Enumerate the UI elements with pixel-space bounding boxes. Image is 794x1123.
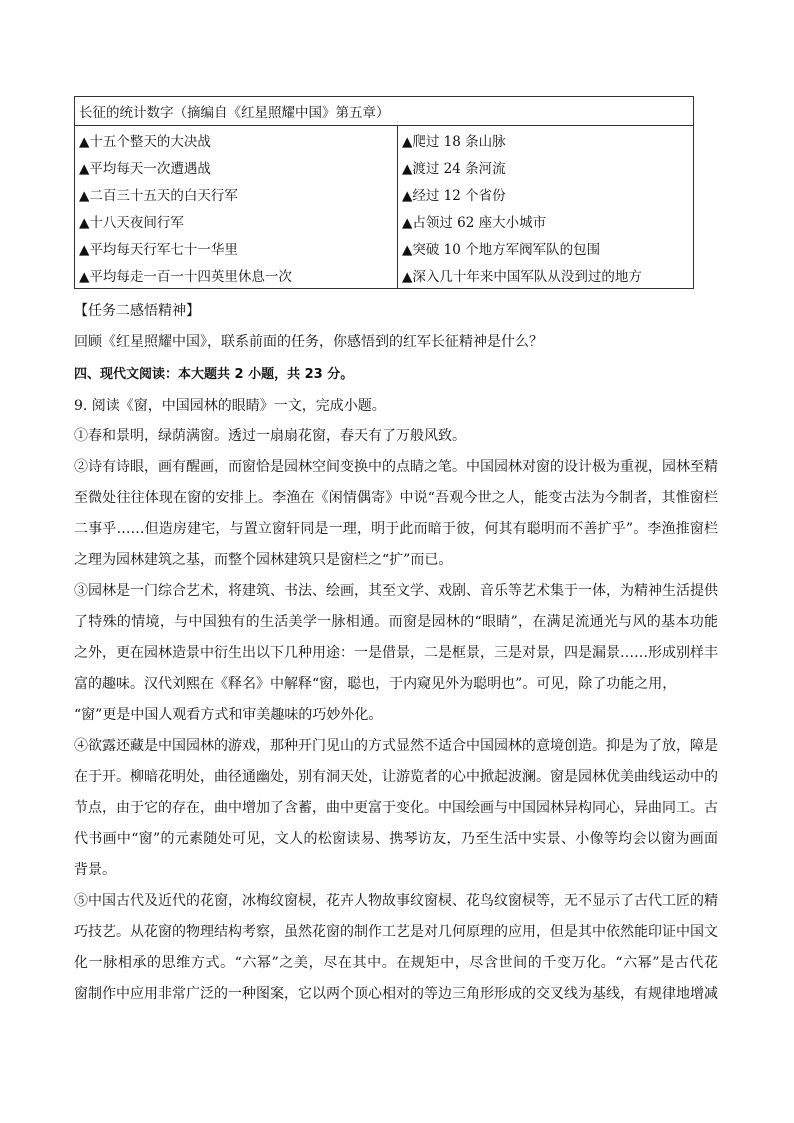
question-intro: 9. 阅读《窗，中国园林的眼睛》一文，完成小题。 bbox=[74, 398, 386, 414]
paragraph-line: ③园林是一门综合艺术，将建筑、书法、绘画，其至文学、戏剧、音乐等艺术集于一体，为精神生活提供 bbox=[74, 583, 718, 599]
paragraph-line: “窗”更是中国人观看方式和审美趣味的巧妙外化。 bbox=[74, 707, 383, 723]
paragraph-line: 在于开。柳暗花明处，曲径通幽处，别有洞天处，让游览者的心中掀起波澜。窗是园林优美曲线运动中的 bbox=[74, 769, 718, 785]
paragraph-line: ①春和景明，绿荫满窗。透过一扇扇花窗，春天有了万般风致。 bbox=[74, 428, 466, 444]
table-row bbox=[75, 207, 694, 234]
table-cell: ▲平均每天行军七十一华里 bbox=[75, 234, 398, 261]
table-cell: ▲爬过 18 条山脉 bbox=[398, 126, 694, 154]
table-cell: ▲十八天夜间行军 bbox=[75, 207, 398, 234]
table-cell: ▲深入几十年来中国军队从没到过的地方 bbox=[398, 261, 694, 289]
question-text: 回顾《红星照耀中国》，联系前面的任务，你感悟到的红军长征精神是什么？ bbox=[74, 334, 543, 350]
paragraph-line: 之理为园林建筑之基，而整个园林建筑只是窗栏之“扩”而已。 bbox=[74, 552, 453, 568]
table-row bbox=[75, 126, 694, 154]
paragraph-line: 化一脉相承的思维方式。“六幂”之美，尽在其中。在规矩中，尽含世间的千变万化。“六幂”是古代花 bbox=[74, 955, 718, 971]
paragraph-line: ②诗有诗眼，画有醒画，而窗恰是园林空间变换中的点睛之笔。中国园林对窗的设计极为重视，园林至精 bbox=[74, 459, 718, 475]
paragraph-line: 了特殊的情境，与中国独有的生活美学一脉相通。而窗是园林的“眼睛”，在满足流通光与风的基本功能 bbox=[74, 614, 718, 630]
table-row bbox=[75, 180, 694, 207]
table-row bbox=[75, 153, 694, 180]
long-march-stats-table bbox=[74, 96, 694, 289]
paragraph-line: 背景。 bbox=[74, 862, 116, 878]
paragraph-line: 巧技艺。从花窗的物理结构考察，虽然花窗的制作工艺是对几何原理的应用，但是其中依然能印证中国文 bbox=[74, 924, 718, 940]
table-cell: ▲渡过 24 条河流 bbox=[398, 153, 694, 180]
paragraph-line: 窗制作中应用非常广泛的一种图案，它以两个顶心相对的等边三角形形成的交叉线为基线，有规律地增减 bbox=[74, 986, 718, 1002]
paragraph-line: 富的趣味。汉代刘熙在《释名》中解释“窗，聪也，于内窥见外为聪明也”。可见，除了功能之用， bbox=[74, 676, 677, 692]
paragraph-line: 二事乎……但造房建宅，与置立窗轩同是一理，明于此而暗于彼，何其有聪明而不善扩乎”。李渔推窗栏 bbox=[74, 521, 718, 537]
table-cell: ▲占领过 62 座大小城市 bbox=[398, 207, 694, 234]
section-heading: 四、现代文阅读：本大题共 2 小题，共 23 分。 bbox=[74, 367, 354, 382]
paragraph-line: ⑤中国古代及近代的花窗，冰梅纹窗棂，花卉人物故事纹窗棂、花鸟纹窗棂等，无不显示了古代工匠的精 bbox=[74, 893, 718, 909]
paragraph-line: 之外，更在园林造景中衍生出以下几种用途：一是借景，二是框景，三是对景，四是漏景……形成别样丰 bbox=[74, 645, 718, 661]
table-row bbox=[75, 261, 694, 289]
table-cell: ▲平均每天一次遭遇战 bbox=[75, 153, 398, 180]
table-cell: ▲经过 12 个省份 bbox=[398, 180, 694, 207]
table-title: 长征的统计数字（摘编自《红星照耀中国》第五章） bbox=[75, 97, 694, 126]
table-cell: ▲十五个整天的大决战 bbox=[75, 126, 398, 154]
table-cell: ▲突破 10 个地方军阀军队的包围 bbox=[398, 234, 694, 261]
paragraph-line: 代书画中“窗”的元素随处可见，文人的松窗读易、携琴访友，乃至生活中实景、小像等均会以窗为画面 bbox=[74, 831, 718, 847]
table-cell: ▲平均每走一百一十四英里休息一次 bbox=[75, 261, 398, 289]
paragraph-line: 至微处往往体现在窗的安排上。李渔在《闲情偶寄》中说“吾观今世之人，能变古法为今制者，其惟窗栏 bbox=[74, 490, 718, 506]
table-row bbox=[75, 234, 694, 261]
table-cell: ▲二百三十五天的白天行军 bbox=[75, 180, 398, 207]
paragraph-line: 节点，由于它的存在，曲中增加了含蓄，曲中更富于变化。中国绘画与中国园林异构同心，异曲同工。古 bbox=[74, 800, 718, 816]
paragraph-line: ④欲露还藏是中国园林的游戏，那种开门见山的方式显然不适合中国园林的意境创造。抑是为了放，障是 bbox=[74, 738, 718, 754]
task-heading: 【任务二感悟精神】 bbox=[74, 303, 200, 319]
